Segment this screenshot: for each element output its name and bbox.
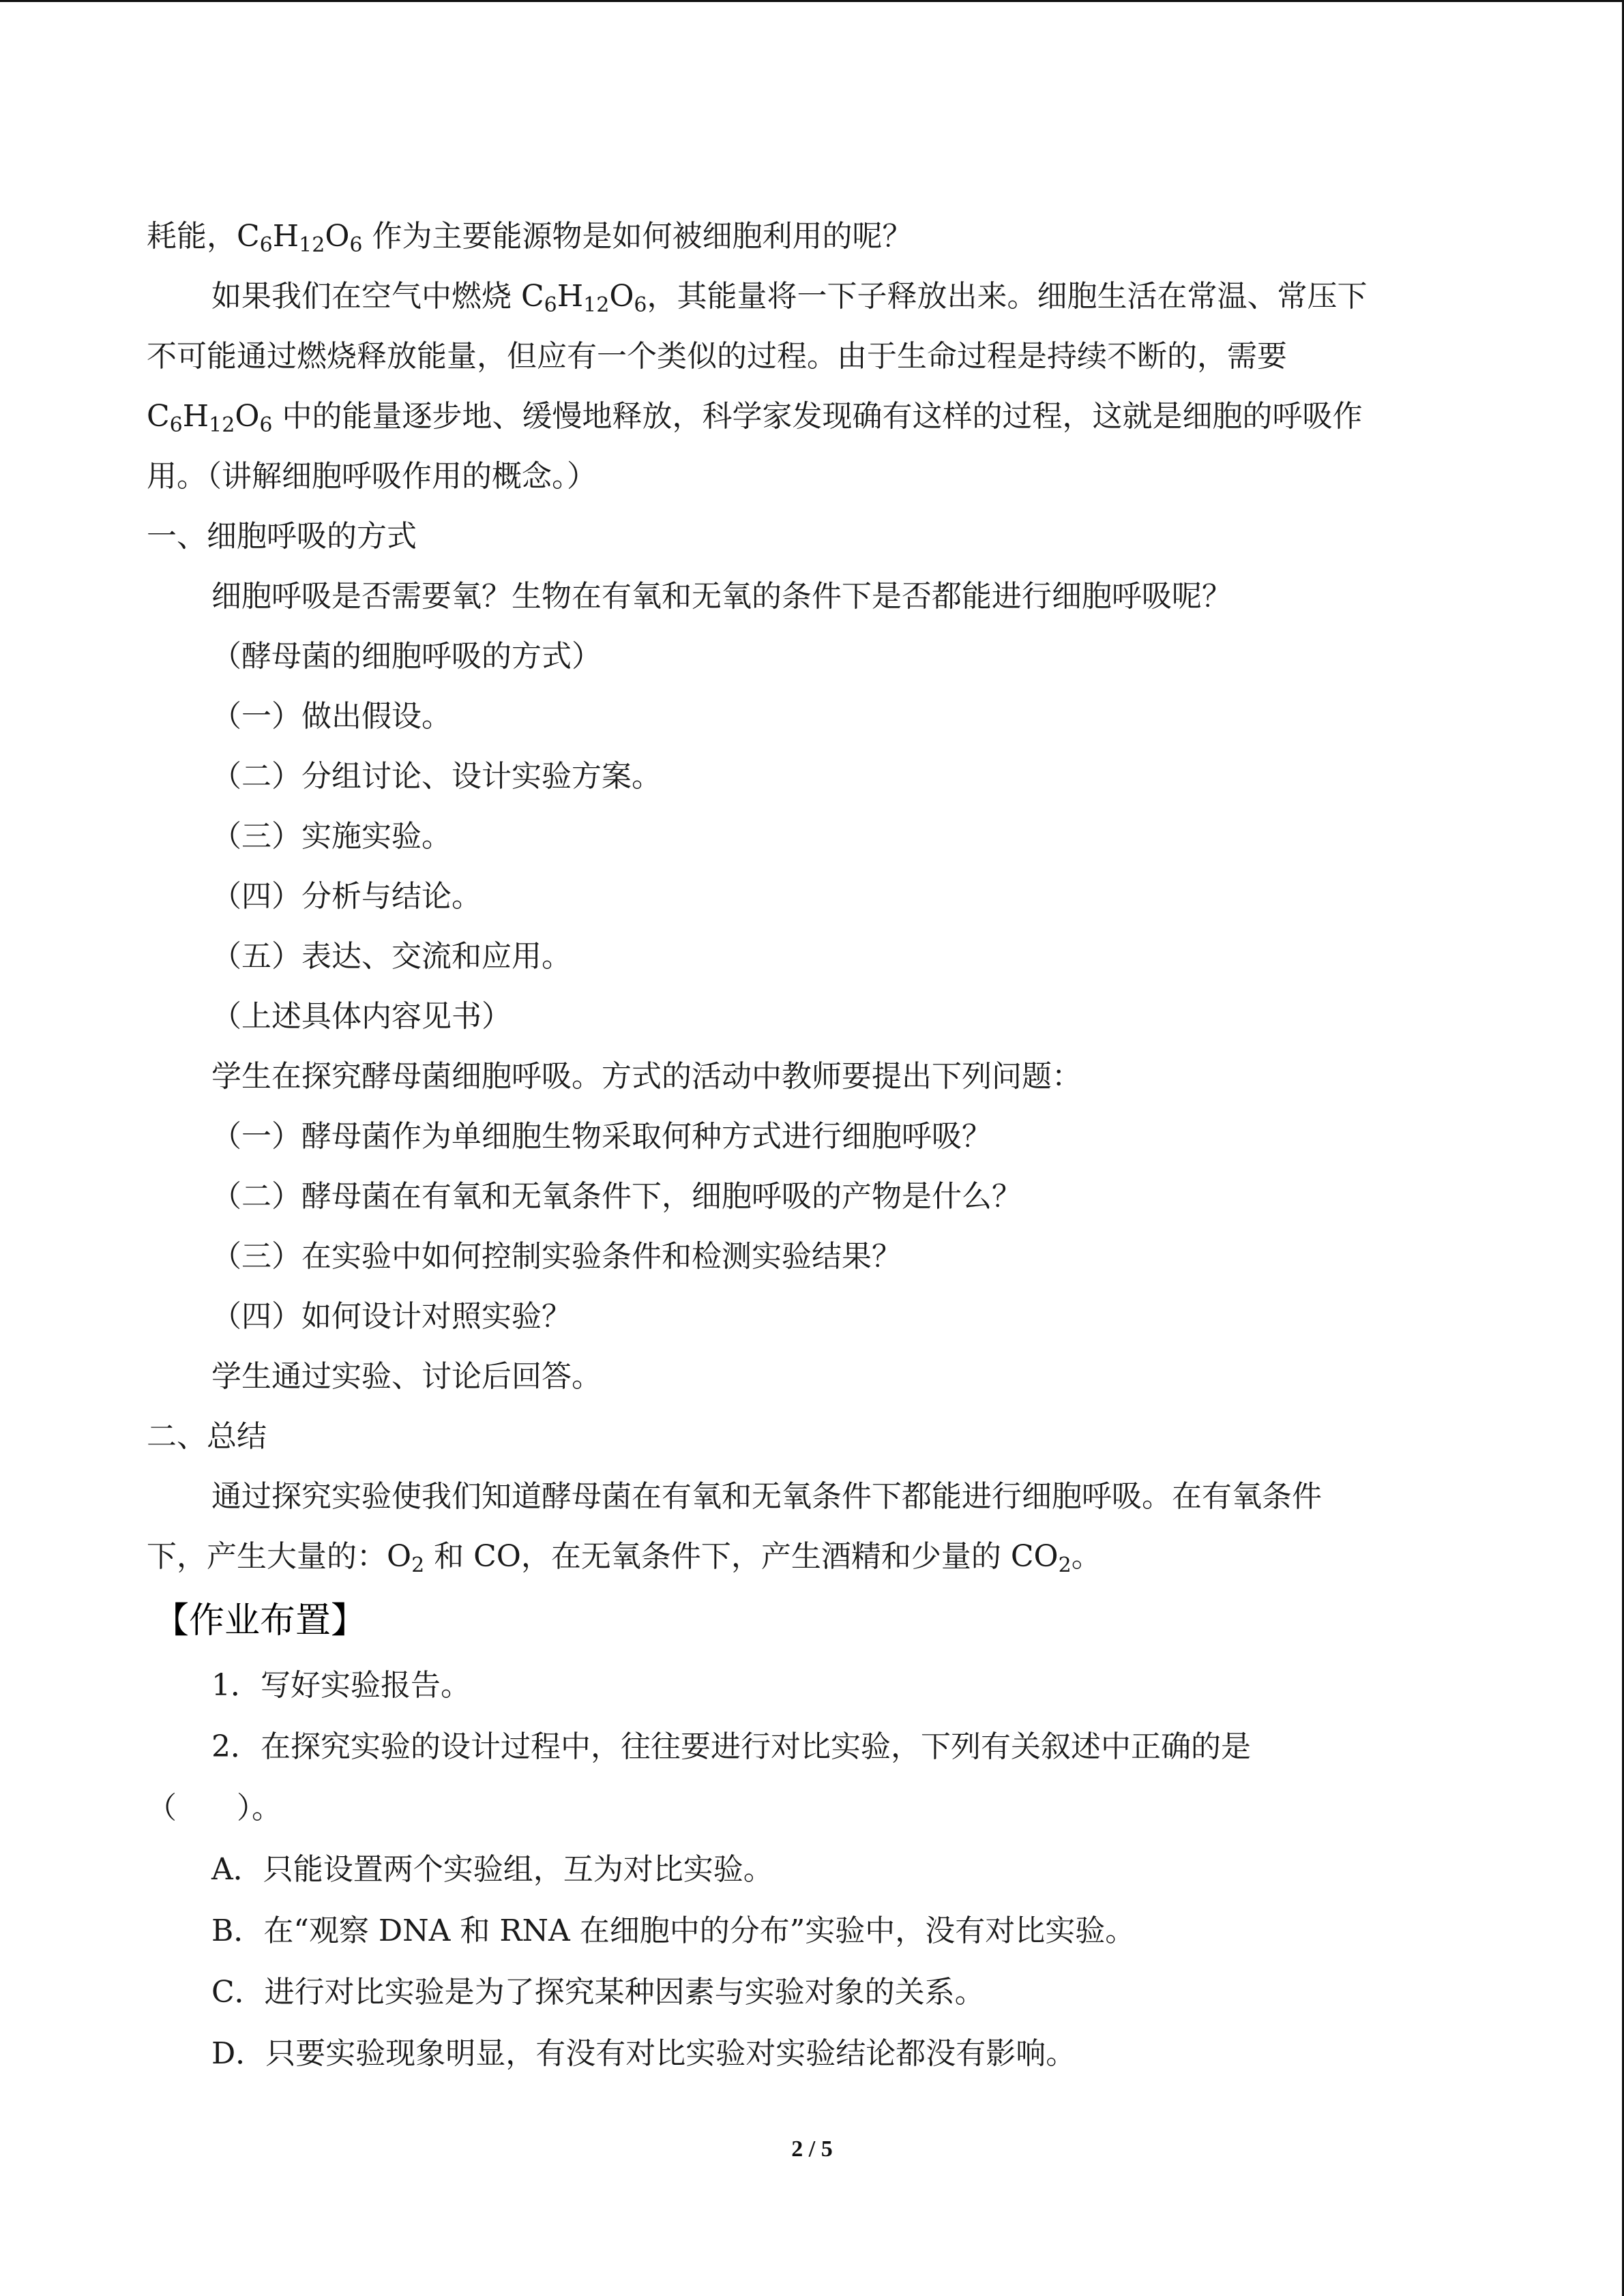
paragraph-line: 不可能通过燃烧释放能量，但应有一个类似的过程。由于生命过程是持续不断的，需要: [147, 339, 1287, 374]
list-item: （五）表达、交流和应用。: [211, 939, 572, 974]
list-item: 2．在探究实验的设计过程中，往往要进行对比实验，下列有关叙述中正确的是: [211, 1729, 1251, 1764]
option-item: A．只能设置两个实验组，互为对比实验。: [211, 1852, 773, 1887]
paragraph-line: $C_6H_{12}O_6$ 中的能量逐步地、缓慢地释放，科学家发现确有这样的过程，这就是细胞的呼吸作: [147, 399, 1363, 437]
option-item: C．进行对比实验是为了探究某种因素与实验对象的关系。: [211, 1975, 985, 2010]
paragraph-line: 下，产生大量的：$O_2$ 和 CO，在无氧条件下，产生酒精和少量的 $CO_2$。: [147, 1539, 1102, 1577]
paragraph-line: 细胞呼吸是否需要氧？生物在有氧和无氧的条件下是否都能进行细胞呼吸呢？: [211, 579, 1232, 614]
list-item: （三）实施实验。: [211, 819, 452, 854]
paragraph-line: （上述具体内容见书）: [211, 999, 512, 1034]
list-item: （四）分析与结论。: [211, 879, 482, 914]
list-item: （三）在实验中如何控制实验条件和检测实验结果？: [211, 1239, 902, 1274]
paragraph-line: （酵母菌的细胞呼吸的方式）: [211, 639, 602, 674]
homework-list: [147, 1655, 1456, 2085]
list-item: （四）如何设计对照实验？: [211, 1299, 572, 1334]
paragraph-line: 学生在探究酵母菌细胞呼吸。方式的活动中教师要提出下列问题：: [211, 1059, 1082, 1094]
answer-blank: （ ）。: [147, 1791, 282, 1825]
paragraph-line: 通过探究实验使我们知道酵母菌在有氧和无氧条件下都能进行细胞呼吸。在有氧条件: [211, 1479, 1322, 1514]
option-item: B．在“观察 DNA 和 RNA 在细胞中的分布”实验中，没有对比实验。: [211, 1913, 1136, 1948]
section-heading: 二、总结: [147, 1419, 267, 1454]
paragraph-line: 耗能，$C_6H_{12}O_6$ 作为主要能源物是如何被细胞利用的呢？: [147, 219, 913, 257]
paragraph-line: 如果我们在空气中燃烧 $C_6H_{12}O_6$，其能量将一下子释放出来。细胞生活在常温、常压下: [211, 279, 1368, 317]
list-item: 1．写好实验报告。: [211, 1668, 471, 1703]
list-item: （一）做出假设。: [211, 699, 452, 734]
section-heading: 一、细胞呼吸的方式: [147, 519, 417, 554]
homework-heading: 【作业布置】: [153, 1600, 367, 1641]
document-body: [147, 207, 1456, 2085]
list-item: （二）分组讨论、设计实验方案。: [211, 759, 662, 794]
list-item: （一）酵母菌作为单细胞生物采取何种方式进行细胞呼吸？: [211, 1119, 992, 1154]
paragraph-line: 用。（讲解细胞呼吸作用的概念。）: [147, 459, 597, 494]
page-number: 2 / 5: [791, 2136, 833, 2162]
option-item: D．只要实验现象明显，有没有对比实验对实验结论都没有影响。: [211, 2036, 1076, 2071]
paragraph-line: 学生通过实验、讨论后回答。: [211, 1359, 602, 1394]
list-item: （二）酵母菌在有氧和无氧条件下，细胞呼吸的产物是什么？: [211, 1179, 1022, 1214]
